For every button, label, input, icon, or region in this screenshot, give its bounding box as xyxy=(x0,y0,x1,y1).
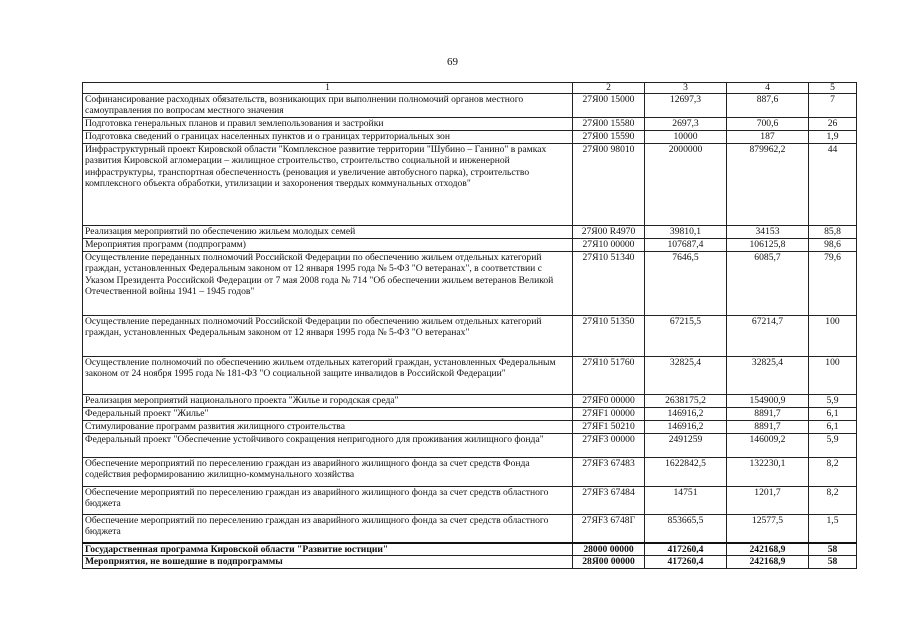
row-fact: 1201,7 xyxy=(727,487,809,515)
row-fact: 879962,2 xyxy=(727,144,809,226)
row-fact: 154900,9 xyxy=(727,395,809,408)
row-plan: 39810,1 xyxy=(645,226,727,239)
budget-table xyxy=(82,82,857,569)
row-name: Реализация мероприятий по обеспечению жильем молодых семей xyxy=(83,226,573,239)
row-code: 27ЯF1 50210 xyxy=(573,421,645,434)
row-name: Софинансирование расходных обязательств, возникающих при выполнении полномочий органов местного самоуправления по вопросам местного значения xyxy=(83,94,573,118)
row-percent: 8,2 xyxy=(809,458,857,487)
table-row xyxy=(83,458,857,487)
row-plan: 2491259 xyxy=(645,434,727,458)
row-plan: 1622842,5 xyxy=(645,458,727,487)
row-fact: 8891,7 xyxy=(727,421,809,434)
table-row xyxy=(83,239,857,252)
row-code: 27Я10 51340 xyxy=(573,252,645,316)
row-name: Обеспечение мероприятий по переселению граждан из аварийного жилищного фонда за счет средств областного бюджета xyxy=(83,487,573,515)
row-code: 27ЯF3 67483 xyxy=(573,458,645,487)
row-plan: 14751 xyxy=(645,487,727,515)
row-code: 27Я00 98010 xyxy=(573,144,645,226)
row-name: Федеральный проект "Жилье" xyxy=(83,408,573,421)
row-fact: 132230,1 xyxy=(727,458,809,487)
row-plan: 417260,4 xyxy=(645,543,727,556)
row-fact: 146009,2 xyxy=(727,434,809,458)
row-fact: 700,6 xyxy=(727,118,809,131)
row-percent: 5,9 xyxy=(809,434,857,458)
table-row xyxy=(83,226,857,239)
row-fact: 106125,8 xyxy=(727,239,809,252)
row-percent: 5,9 xyxy=(809,395,857,408)
row-code: 28000 00000 xyxy=(573,543,645,556)
header-cell-2: 2 xyxy=(573,83,645,94)
row-plan: 2000000 xyxy=(645,144,727,226)
table-row xyxy=(83,144,857,226)
row-percent: 1,9 xyxy=(809,131,857,144)
row-percent: 100 xyxy=(809,316,857,357)
row-percent: 44 xyxy=(809,144,857,226)
row-fact: 12577,5 xyxy=(727,515,809,543)
row-name: Инфраструктурный проект Кировской области "Комплексное развитие территории "Шубино – Ганино" в рамках развития Кировской агломерации – жилищное строительство, строительство социальной и инженерной инфраструктуры, транспортная обеспеченность (реновация и увеличение автобусного парка), строительство комплексного объекта обработки, утилизации и захоронения твердых коммунальных отходов" xyxy=(83,144,573,226)
row-name: Осуществление переданных полномочий Российской Федерации по обеспечению жильем отдельных категорий граждан, установленных Федеральным законом от 12 января 1995 года № 5-ФЗ "О ветеранах" xyxy=(83,316,573,357)
header-cell-4: 4 xyxy=(727,83,809,94)
row-percent: 79,6 xyxy=(809,252,857,316)
row-name: Мероприятия, не вошедшие в подпрограммы xyxy=(83,556,573,569)
row-code: 27Я10 51760 xyxy=(573,357,645,395)
row-name: Осуществление переданных полномочий Российской Федерации по обеспечению жильем отдельных категорий граждан, установленных Федеральным законом от 12 января 1995 года № 5-ФЗ "О ветеранах", в соответствии с Указом Президента Российской Федерации от 7 мая 2008 года № 714 "Об обеспечении жильем ветеранов Великой Отечественной войны 1941 – 1945 годов" xyxy=(83,252,573,316)
table-row xyxy=(83,408,857,421)
row-percent: 58 xyxy=(809,556,857,569)
row-code: 27ЯF3 6748Г xyxy=(573,515,645,543)
row-name: Стимулирование программ развития жилищного строительства xyxy=(83,421,573,434)
row-plan: 107687,4 xyxy=(645,239,727,252)
row-name: Мероприятия программ (подпрограмм) xyxy=(83,239,573,252)
row-percent: 100 xyxy=(809,357,857,395)
row-code: 27Я00 15590 xyxy=(573,131,645,144)
row-percent: 58 xyxy=(809,543,857,556)
row-name: Реализация мероприятий национального проекта "Жилье и городская среда" xyxy=(83,395,573,408)
row-plan: 417260,4 xyxy=(645,556,727,569)
row-fact: 242168,9 xyxy=(727,556,809,569)
row-fact: 187 xyxy=(727,131,809,144)
row-percent: 6,1 xyxy=(809,421,857,434)
row-code: 27Я10 51350 xyxy=(573,316,645,357)
row-plan: 12697,3 xyxy=(645,94,727,118)
row-plan: 67215,5 xyxy=(645,316,727,357)
table-row xyxy=(83,118,857,131)
row-code: 27ЯF3 67484 xyxy=(573,487,645,515)
row-percent: 1,5 xyxy=(809,515,857,543)
row-percent: 26 xyxy=(809,118,857,131)
row-code: 28Я00 00000 xyxy=(573,556,645,569)
row-name: Обеспечение мероприятий по переселению граждан из аварийного жилищного фонда за счет средств областного бюджета xyxy=(83,515,573,543)
table-row xyxy=(83,357,857,395)
row-plan: 10000 xyxy=(645,131,727,144)
row-percent: 6,1 xyxy=(809,408,857,421)
row-code: 27Я00 15000 xyxy=(573,94,645,118)
row-name: Подготовка сведений о границах населенных пунктов и о границах территориальных зон xyxy=(83,131,573,144)
header-row xyxy=(83,83,857,94)
row-fact: 34153 xyxy=(727,226,809,239)
row-code: 27Я00 R4970 xyxy=(573,226,645,239)
row-name: Федеральный проект "Обеспечение устойчивого сокращения непригодного для проживания жилищного фонда" xyxy=(83,434,573,458)
row-percent: 7 xyxy=(809,94,857,118)
table-row xyxy=(83,543,857,556)
row-plan: 2697,3 xyxy=(645,118,727,131)
table-row xyxy=(83,421,857,434)
header-cell-3: 3 xyxy=(645,83,727,94)
table-row xyxy=(83,94,857,118)
row-plan: 853665,5 xyxy=(645,515,727,543)
row-plan: 32825,4 xyxy=(645,357,727,395)
row-fact: 6085,7 xyxy=(727,252,809,316)
row-fact: 32825,4 xyxy=(727,357,809,395)
table-row xyxy=(83,434,857,458)
row-percent: 8,2 xyxy=(809,487,857,515)
row-code: 27ЯF0 00000 xyxy=(573,395,645,408)
page-number: 69 xyxy=(447,56,458,68)
row-fact: 8891,7 xyxy=(727,408,809,421)
row-name: Подготовка генеральных планов и правил землепользования и застройки xyxy=(83,118,573,131)
header-cell-5: 5 xyxy=(809,83,857,94)
row-percent: 98,6 xyxy=(809,239,857,252)
row-plan: 146916,2 xyxy=(645,421,727,434)
table-row xyxy=(83,515,857,543)
row-code: 27Я00 15580 xyxy=(573,118,645,131)
header-cell-1: 1 xyxy=(83,83,573,94)
row-code: 27Я10 00000 xyxy=(573,239,645,252)
table-row xyxy=(83,252,857,316)
row-fact: 242168,9 xyxy=(727,543,809,556)
row-fact: 67214,7 xyxy=(727,316,809,357)
row-fact: 887,6 xyxy=(727,94,809,118)
table-row xyxy=(83,316,857,357)
row-name: Осуществление полномочий по обеспечению жильем отдельных категорий граждан, установленных Федеральным законом от 24 ноября 1995 года № 181-ФЗ "О социальной защите инвалидов в Российской Федерации" xyxy=(83,357,573,395)
row-plan: 2638175,2 xyxy=(645,395,727,408)
row-code: 27ЯF1 00000 xyxy=(573,408,645,421)
table-row xyxy=(83,556,857,569)
row-plan: 7646,5 xyxy=(645,252,727,316)
table-row xyxy=(83,487,857,515)
row-name: Обеспечение мероприятий по переселению граждан из аварийного жилищного фонда за счет средств Фонда содействия реформированию жилищно-коммунального хозяйства xyxy=(83,458,573,487)
row-name: Государственная программа Кировской области "Развитие юстиции" xyxy=(83,543,573,556)
row-percent: 85,8 xyxy=(809,226,857,239)
table-row xyxy=(83,131,857,144)
table-row xyxy=(83,395,857,408)
row-plan: 146916,2 xyxy=(645,408,727,421)
row-code: 27ЯF3 00000 xyxy=(573,434,645,458)
